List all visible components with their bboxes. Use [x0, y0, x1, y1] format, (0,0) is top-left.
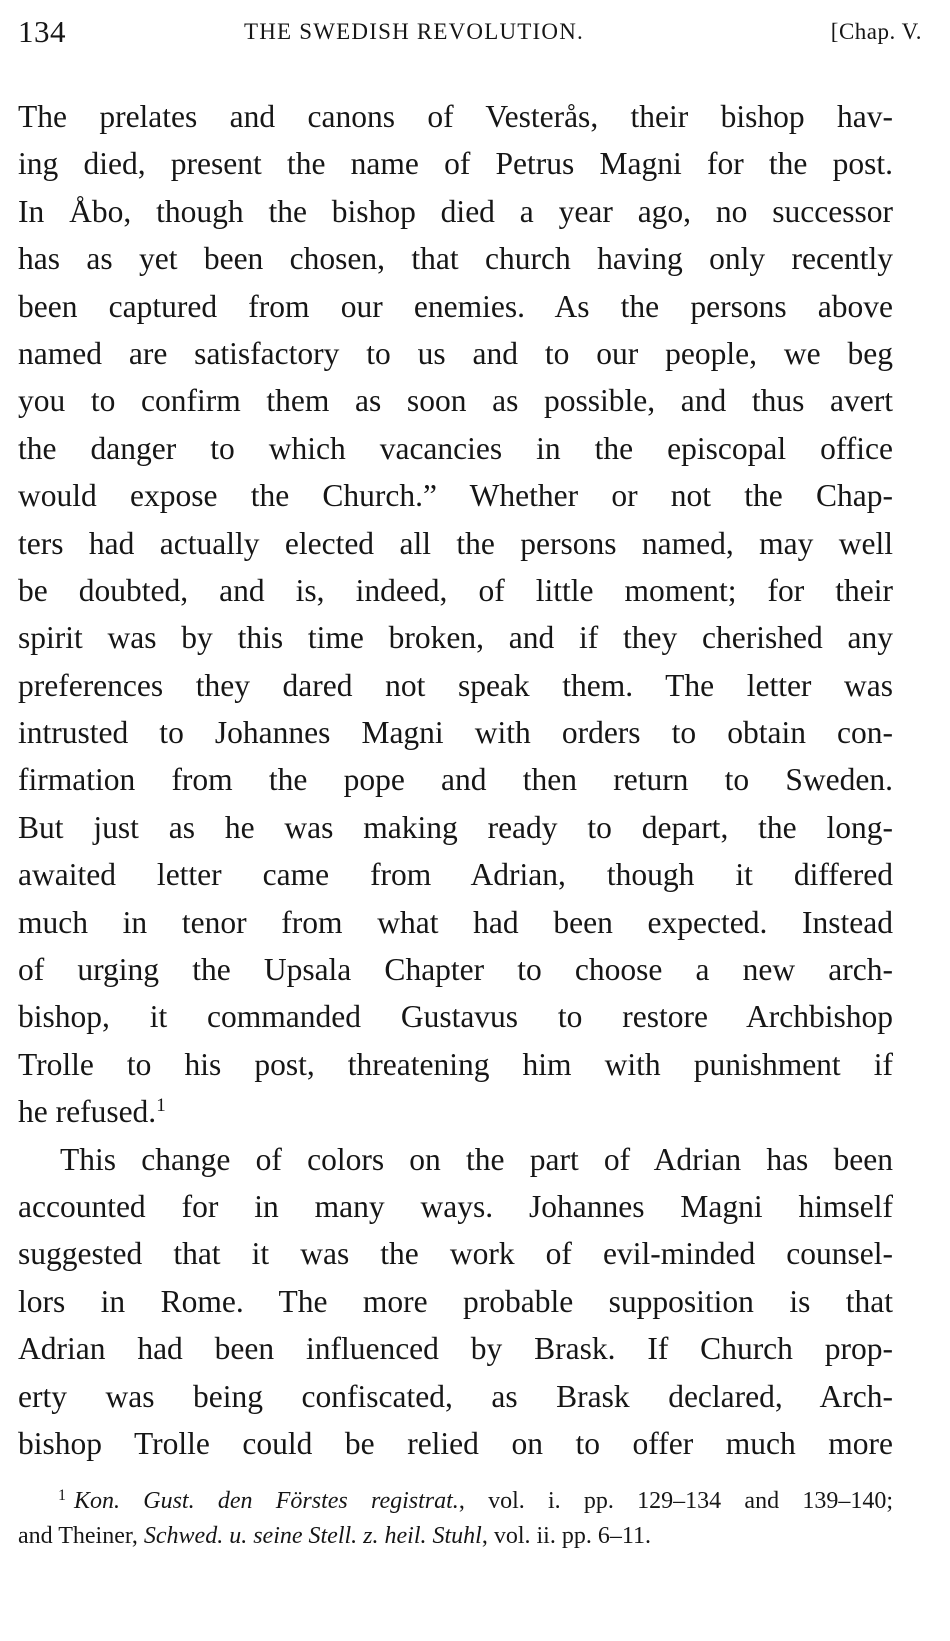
text-line: bishop, it commanded Gustavus to restore Archbishop — [18, 999, 893, 1035]
text-line: This change of colors on the part of Adrian has been — [60, 1141, 893, 1177]
footnote-line — [18, 1484, 893, 1519]
text-line: you to confirm them as soon as possible, and thus avert — [18, 383, 893, 419]
text-line: has as yet been chosen, that church having only recently — [18, 241, 893, 277]
running-head — [18, 14, 922, 54]
text-fragment: he refused. — [18, 1094, 157, 1130]
text-line: be doubted, and is, indeed, of little moment; for their — [18, 572, 893, 608]
text-line: lors in Rome. The more probable supposition is that — [18, 1283, 893, 1319]
footnote-source-title: Schwed. u. seine Stell. z. heil. Stuhl — [143, 1523, 482, 1549]
text-line: ters had actually elected all the persons named, may well — [18, 525, 893, 561]
text-line: The prelates and canons of Vesterås, their bishop hav- — [18, 99, 893, 134]
footnote-text: and Theiner, — [18, 1523, 144, 1549]
paragraph-1 — [18, 93, 893, 1136]
text-line: awaited letter came from Adrian, though it differed — [18, 857, 893, 893]
text-line: would expose the Church.” Whether or not the Chap- — [18, 478, 893, 514]
page-number: 134 — [18, 14, 66, 49]
text-line: the danger to which vacancies in the episcopal office — [18, 430, 893, 466]
footnote-marker: 1 — [58, 1487, 66, 1504]
text-line: suggested that it was the work of evil-minded counsel- — [18, 1236, 893, 1272]
footnote-source-reference: , vol. i. pp. 129–134 and 139–140; — [458, 1488, 893, 1514]
text-line: bishop Trolle could be relied on to offer much more — [18, 1425, 893, 1461]
text-line: spirit was by this time broken, and if they cherished any — [18, 620, 893, 656]
text-line: been captured from our enemies. As the persons above — [18, 288, 893, 324]
footnotes — [18, 1484, 893, 1554]
footnote-reference[interactable]: 1 — [156, 1095, 166, 1117]
footnote-source-title: Kon. Gust. den Förstes registrat. — [74, 1488, 459, 1514]
text-line: of urging the Upsala Chapter to choose a new arch- — [18, 952, 893, 988]
text-line: ing died, present the name of Petrus Magni for the post. — [18, 146, 893, 182]
footnote-source-reference: , vol. ii. pp. 6–11. — [481, 1523, 651, 1549]
text-line: named are satisfactory to us and to our people, we beg — [18, 335, 893, 371]
text-line: much in tenor from what had been expected. Instead — [18, 904, 893, 940]
body-text — [18, 93, 893, 1467]
text-line: firmation from the pope and then return to Sweden. — [18, 762, 893, 798]
text-line: Trolle to his post, threatening him with punishment if — [18, 1046, 893, 1082]
text-line: But just as he was making ready to depart, the long- — [18, 809, 893, 845]
chapter-reference: [Chap. V. — [830, 19, 922, 44]
text-line-last — [18, 1088, 893, 1135]
book-title: THE SWEDISH REVOLUTION. — [244, 19, 584, 44]
paragraph-2 — [18, 1136, 893, 1468]
text-line: In Åbo, though the bishop died a year ago, no successor — [18, 193, 893, 229]
text-line: accounted for in many ways. Johannes Magni himself — [18, 1188, 893, 1224]
text-line: intrusted to Johannes Magni with orders to obtain con- — [18, 715, 893, 751]
text-line: erty was being confiscated, as Brask declared, Arch- — [18, 1378, 893, 1414]
text-line: preferences they dared not speak them. The letter was — [18, 667, 893, 703]
footnote-line — [18, 1519, 893, 1554]
text-line: Adrian had been influenced by Brask. If Church prop- — [18, 1331, 893, 1367]
